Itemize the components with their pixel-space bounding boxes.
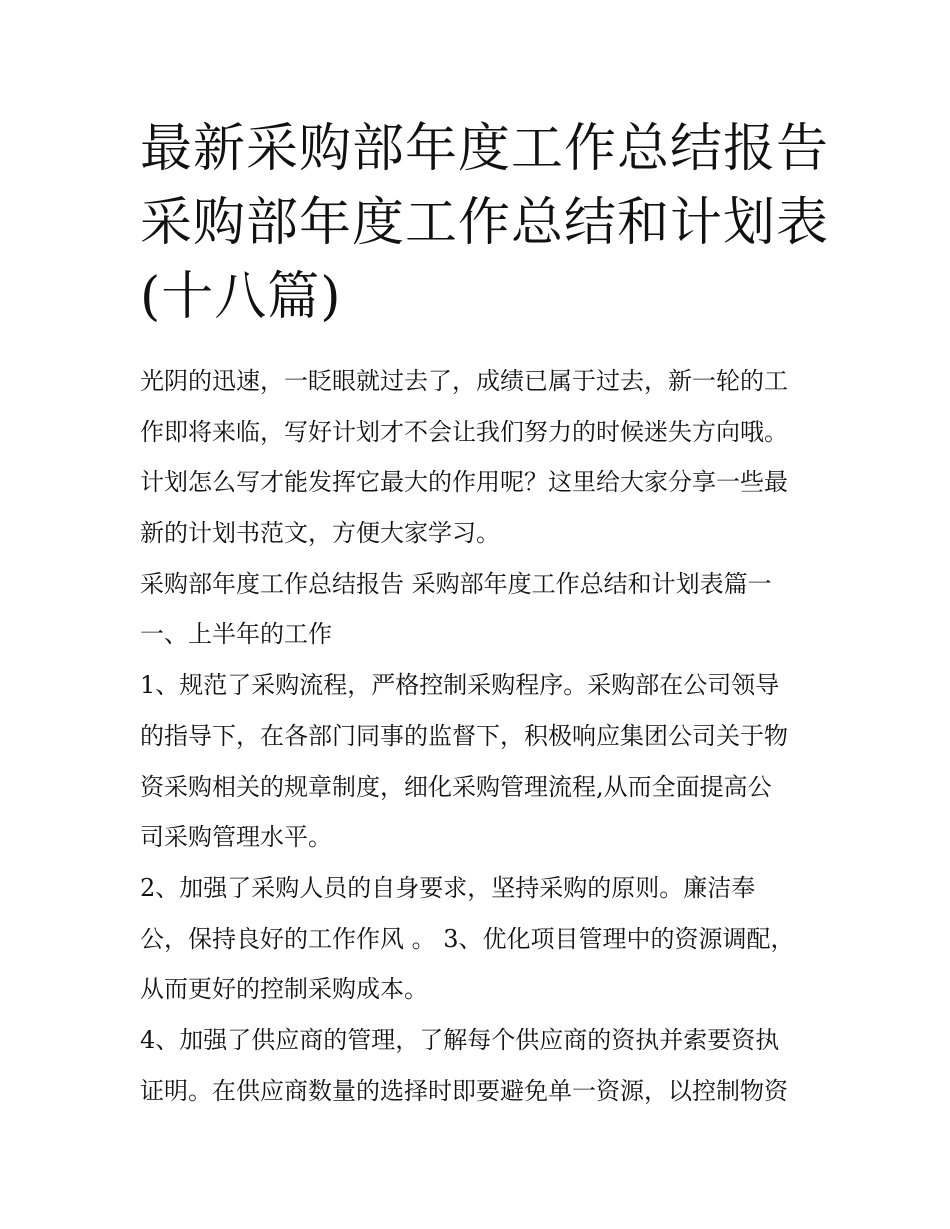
title-line-2: 采购部年度工作总结和计划表 [140,193,830,253]
section-heading: 采购部年度工作总结报告 采购部年度工作总结和计划表篇一 [140,569,772,598]
intro-line-2: 作即将来临，写好计划才不会让我们努力的时候迷失方向哦。 [140,417,788,446]
document-title [140,112,840,334]
subsection-heading: 一、上半年的工作 [140,620,332,649]
title-line-1: 最新采购部年度工作总结报告 [140,119,830,179]
intro-line-1: 光阴的迅速，一眨眼就过去了，成绩已属于过去，新一轮的工 [140,367,788,395]
item-1-line-4: 司采购管理水平。 [140,823,332,852]
item-4-line-2: 证明。在供应商数量的选择时即要避免单一资源，以控制物资 [140,1076,788,1105]
document-body [140,356,830,1116]
intro-line-4: 新的计划书范文，方便大家学习。 [140,519,500,548]
item-1-line-1: 1、规范了采购流程，严格控制采购程序。采购部在公司领导 [140,671,780,700]
title-line-3: (十八篇) [140,267,342,327]
intro-line-3: 计划怎么写才能发挥它最大的作用呢？这里给大家分享一些最 [140,468,788,497]
item-1-line-3: 资采购相关的规章制度，细化采购管理流程,从而全面提高公 [140,772,772,801]
item-4-line-1: 4、加强了供应商的管理，了解每个供应商的资执并索要资执 [140,1025,780,1054]
item-1-line-2: 的指导下，在各部门同事的监督下，积极响应集团公司关于物 [140,721,788,750]
item-2-line-1: 2、加强了采购人员的自身要求，坚持采购的原则。廉洁奉 [140,873,756,902]
item-3-line-1: 从而更好的控制采购成本。 [140,975,428,1004]
item-2-line-2: 公，保持良好的工作作风 。 3、优化项目管理中的资源调配， [140,924,795,953]
